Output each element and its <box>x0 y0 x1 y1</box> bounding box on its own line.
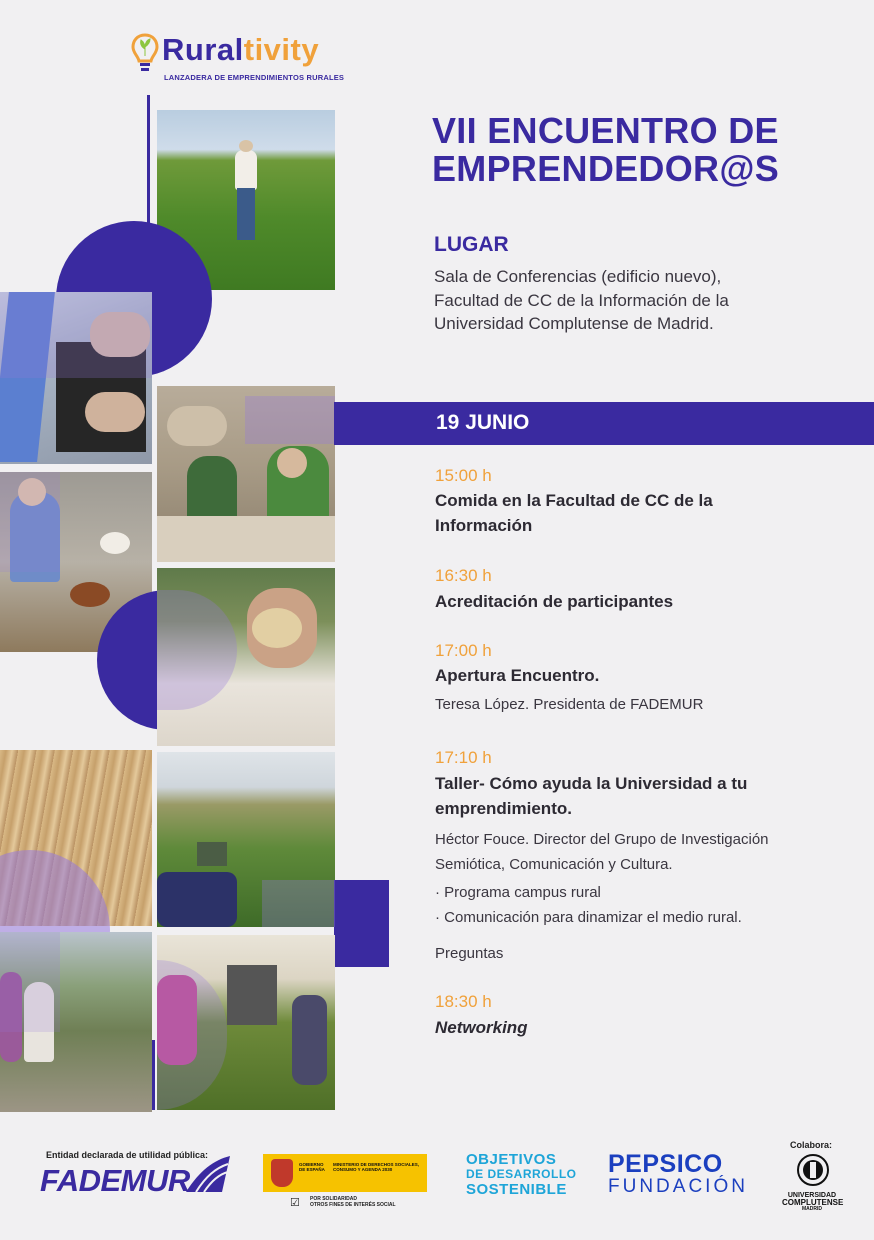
agenda-bullet: · Comunicación para dinamizar el medio rural. <box>435 909 742 926</box>
agenda-title: Comida en la Facultad de CC de la Información <box>435 491 713 535</box>
ods-logo: OBJETIVOS DE DESARROLLO SOSTENIBLE <box>466 1151 577 1198</box>
agenda-questions: Preguntas <box>435 945 504 962</box>
agenda-speaker: Teresa López. Presidenta de FADEMUR <box>435 696 704 713</box>
agenda-time: 18:30 h <box>435 992 492 1011</box>
agenda-speaker: Héctor Fouce. Director del Grupo de Investigación Semiótica, Comunicación y Cultura. <box>435 831 769 873</box>
agenda-title: Apertura Encuentro. <box>435 666 600 685</box>
event-date: 19 JUNIO <box>436 411 530 434</box>
purple-overlay <box>262 880 335 927</box>
agenda-title: Networking <box>435 1018 528 1037</box>
collaborator-label: Colabora: <box>790 1140 833 1150</box>
logo-tagline: LANZADERA DE EMPRENDIMIENTOS RURALES <box>164 73 345 82</box>
ministry-logo <box>263 1154 427 1192</box>
ruraltivity-logo <box>130 30 360 90</box>
ministry-gobierno: GOBIERNO DE ESPAÑA <box>299 1162 325 1172</box>
purple-overlay <box>0 292 152 378</box>
ministry-name: MINISTERIO DE DERECHOS SOCIALES, CONSUMO Y AGENDA 2030 <box>333 1162 420 1172</box>
agenda-time: 15:00 h <box>435 466 492 485</box>
agenda-title: Taller- Cómo ayuda la Universidad a tu emprendimiento. <box>435 774 748 818</box>
place-heading: LUGAR <box>434 233 509 256</box>
agenda-time: 17:00 h <box>435 641 492 660</box>
solidarity-text: POR SOLIDARIDAD OTROS FINES DE INTERÉS SOCIAL <box>310 1196 396 1208</box>
footer-entity-text: Entidad declarada de utilidad pública: <box>46 1150 209 1160</box>
agenda-time: 16:30 h <box>435 566 492 585</box>
lightbulb-icon <box>130 32 160 76</box>
pepsico-fundacion: FUNDACIÓN <box>608 1176 748 1197</box>
purple-overlay <box>245 396 335 444</box>
ucm-crest-icon <box>797 1152 829 1190</box>
date-banner <box>334 402 874 445</box>
place-text: Sala de Conferencias (edificio nuevo), Facultad de CC de la Información de la Universidad Complutense de Madrid. <box>434 267 729 333</box>
event-title: VII ENCUENTRO DE EMPRENDEDOR@S <box>432 110 780 189</box>
ucm-logo-text: UNIVERSIDAD COMPLUTENSE MADRID <box>782 1192 844 1212</box>
coat-of-arms-icon <box>271 1159 293 1187</box>
checkbox-icon: ☑ <box>290 1197 300 1209</box>
pepsico-logo: PEPSICO <box>608 1150 723 1178</box>
fademur-logo: FADEMUR <box>40 1163 190 1198</box>
logo-wordmark: Ruraltivity <box>162 32 320 67</box>
agenda-title: Acreditación de participantes <box>435 592 674 611</box>
decorative-line <box>152 1040 155 1110</box>
agenda-bullet: · Programa campus rural <box>435 884 601 901</box>
purple-overlay <box>0 932 60 1032</box>
purple-overlay <box>0 472 60 572</box>
decorative-square <box>334 880 389 967</box>
agenda-time: 17:10 h <box>435 748 492 767</box>
fademur-wave-icon <box>182 1152 232 1196</box>
